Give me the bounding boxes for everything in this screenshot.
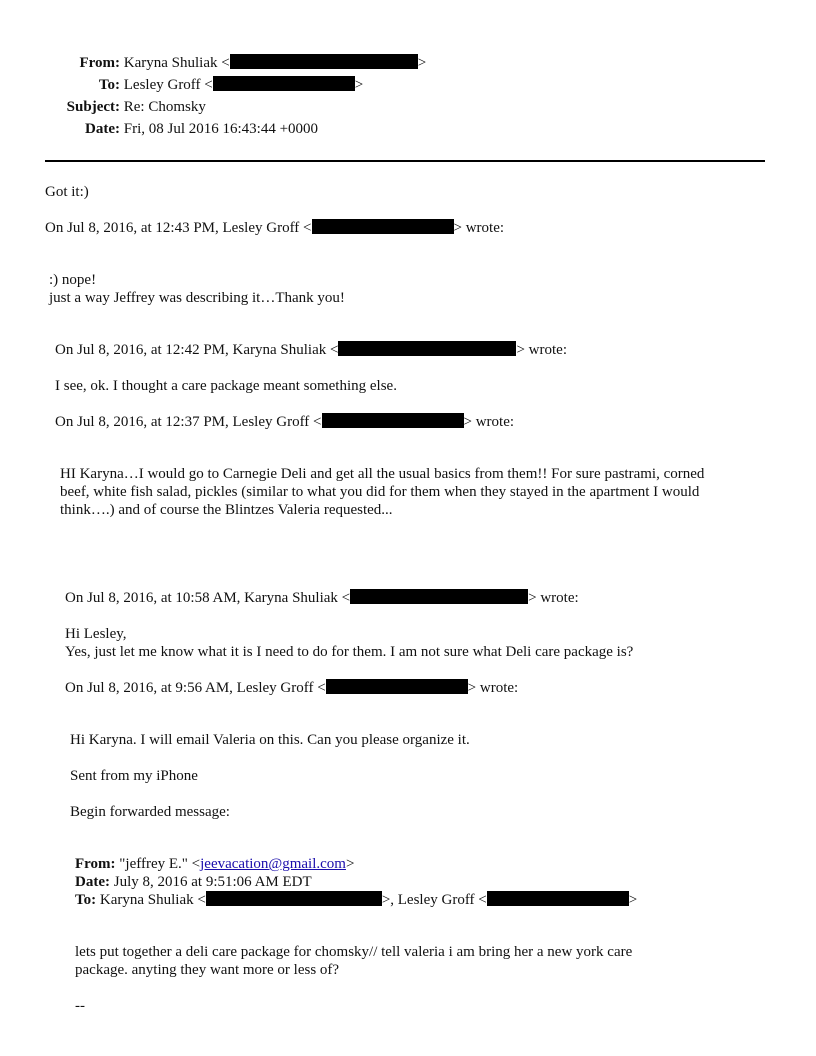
signature-separator: --: [75, 998, 85, 1014]
fwd-from-label: From:: [75, 856, 116, 872]
message-line: Begin forwarded message:: [70, 804, 230, 820]
header-subject: [45, 98, 206, 116]
quote-attribution: [55, 413, 514, 431]
redaction-box: [326, 679, 468, 694]
subject-label: Subject:: [66, 99, 120, 115]
header-date: [45, 120, 318, 138]
message-line: Hi Lesley,: [65, 626, 127, 642]
wrote-text: > wrote:: [467, 680, 519, 696]
attribution-text: On Jul 8, 2016, at 12:43 PM, Lesley Groff <: [45, 220, 312, 236]
fwd-to-close: >: [628, 892, 638, 908]
message-line: I see, ok. I thought a care package meant something else.: [55, 378, 397, 394]
quote-attribution: [65, 679, 518, 697]
wrote-text: > wrote:: [453, 220, 505, 236]
fwd-to-mid: >, Lesley Groff <: [381, 892, 487, 908]
fwd-to-name: Karyna Shuliak <: [96, 892, 206, 908]
message-line: HI Karyna…I would go to Carnegie Deli and get all the usual basics from them!! For sure pastrami, corned: [60, 466, 705, 482]
message-line: Yes, just let me know what it is I need to do for them. I am not sure what Deli care package is?: [65, 644, 634, 660]
quote-attribution: [45, 219, 504, 237]
attribution-text: On Jul 8, 2016, at 12:42 PM, Karyna Shuliak <: [55, 342, 339, 358]
forwarded-to: [75, 891, 637, 909]
message-line: beef, white fish salad, pickles (similar to what you did for them when they stayed in the apartment I would: [60, 484, 700, 500]
wrote-text: > wrote:: [516, 342, 567, 358]
attribution-text: On Jul 8, 2016, at 9:56 AM, Lesley Groff <: [65, 680, 326, 696]
redaction-box: [350, 589, 528, 604]
forwarded-from: [75, 855, 354, 873]
header-divider: [45, 160, 765, 162]
fwd-date-value: July 8, 2016 at 9:51:06 AM EDT: [109, 874, 312, 890]
to-close: >: [354, 77, 364, 93]
attribution-text: On Jul 8, 2016, at 12:37 PM, Lesley Groff <: [55, 414, 322, 430]
redaction-box: [322, 413, 464, 428]
message-line: package. anyting they want more or less of?: [75, 962, 340, 978]
to-label: To:: [98, 77, 120, 93]
quote-attribution: [65, 589, 579, 607]
reply-text: Got it:): [45, 184, 89, 200]
redaction-box: [230, 54, 418, 69]
attribution-text: On Jul 8, 2016, at 10:58 AM, Karyna Shuliak <: [65, 590, 351, 606]
from-close: >: [417, 55, 427, 71]
fwd-from-name: "jeffrey E." <: [115, 856, 201, 872]
fwd-from-close: >: [345, 856, 355, 872]
from-label: From:: [79, 55, 120, 71]
to-name: Lesley Groff <: [123, 77, 213, 93]
header-from: [45, 54, 426, 72]
fwd-from-email-link[interactable]: jeevacation@gmail.com: [200, 856, 346, 872]
redaction-box: [487, 891, 629, 906]
wrote-text: > wrote:: [528, 590, 579, 606]
quote-attribution: [55, 341, 567, 359]
fwd-date-label: Date:: [75, 874, 110, 890]
redaction-box: [312, 219, 454, 234]
forwarded-date: [75, 873, 312, 891]
redaction-box: [206, 891, 382, 906]
message-line: think….) and of course the Blintzes Valeria requested...: [60, 502, 393, 518]
message-line: Hi Karyna. I will email Valeria on this. Can you please organize it.: [70, 732, 470, 748]
fwd-to-label: To:: [75, 892, 97, 908]
redaction-box: [338, 341, 516, 356]
redaction-box: [213, 76, 355, 91]
subject-value: Re: Chomsky: [123, 99, 206, 115]
date-label: Date:: [85, 121, 120, 137]
message-line: just a way Jeffrey was describing it…Thank you!: [49, 290, 345, 306]
message-line: Sent from my iPhone: [70, 768, 198, 784]
header-to: [45, 76, 363, 94]
message-line: lets put together a deli care package for chomsky// tell valeria i am bring her a new york care: [75, 944, 633, 960]
date-value: Fri, 08 Jul 2016 16:43:44 +0000: [123, 121, 319, 137]
wrote-text: > wrote:: [463, 414, 515, 430]
message-line: :) nope!: [49, 272, 97, 288]
from-name: Karyna Shuliak <: [123, 55, 230, 71]
